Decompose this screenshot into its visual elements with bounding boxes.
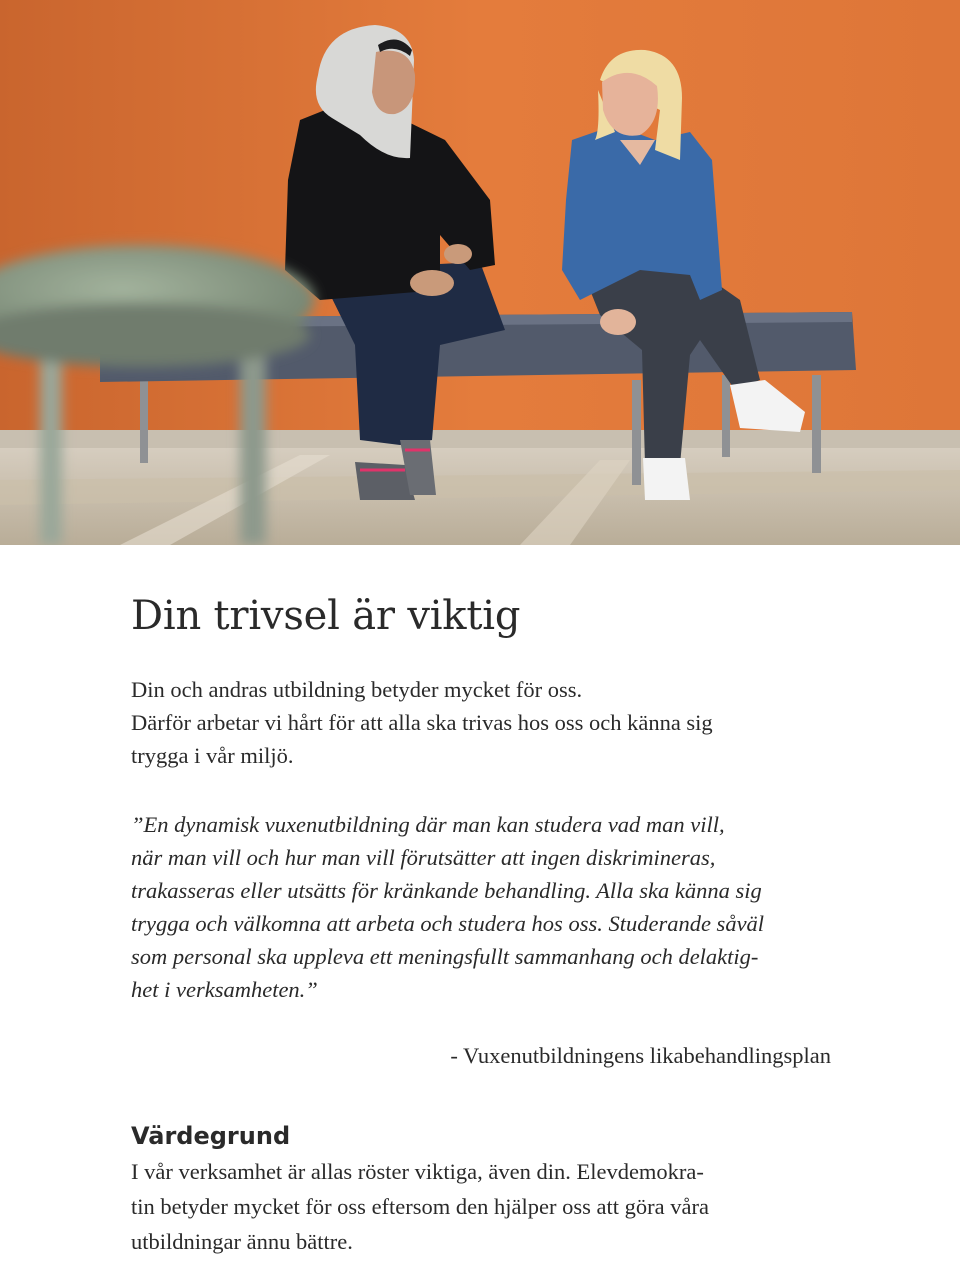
bench-leg	[140, 375, 148, 463]
quote-line: som personal ska uppleva ett meningsfullt sammanhang och delaktig-	[131, 944, 759, 969]
quote-line: het i verksamheten.”	[131, 977, 318, 1002]
bench-leg	[632, 380, 641, 485]
values-line: tin betyder mycket för oss eftersom den hjälper oss att göra våra	[131, 1194, 709, 1219]
values-line: utbildningar ännu bättre.	[131, 1229, 353, 1254]
bench-leg	[812, 375, 821, 473]
quote-line: trygga och välkomna att arbeta och studera hos oss. Studerande såväl	[131, 911, 765, 936]
intro-line: Din och andras utbildning betyder mycket för oss.	[131, 677, 583, 702]
intro-line: Därför arbetar vi hårt för att alla ska trivas hos oss och känna sig	[131, 710, 713, 735]
quote-line: trakasseras eller utsätts för kränkande behandling. Alla ska känna sig	[131, 878, 762, 903]
quote-attribution: - Vuxenutbildningens likabehandlingsplan	[450, 1043, 831, 1068]
content-section	[131, 590, 831, 1259]
quote-block	[131, 808, 831, 1006]
intro-line: trygga i vår miljö.	[131, 743, 294, 768]
photo-two-women-on-bench-icon	[0, 0, 960, 545]
values-heading: Värdegrund	[131, 1122, 291, 1150]
bench-leg	[722, 375, 730, 457]
hero-photo	[0, 0, 960, 545]
values-paragraph	[131, 1154, 821, 1259]
values-line: I vår verksamhet är allas röster viktiga, även din. Elevdemokra-	[131, 1159, 704, 1184]
page-title: Din trivsel är viktig	[131, 593, 521, 639]
quote-line: ”En dynamisk vuxenutbildning där man kan studera vad man vill,	[131, 812, 725, 837]
quote-line: när man vill och hur man vill förutsätter att ingen diskrimineras,	[131, 845, 716, 870]
intro-paragraph	[131, 673, 831, 772]
